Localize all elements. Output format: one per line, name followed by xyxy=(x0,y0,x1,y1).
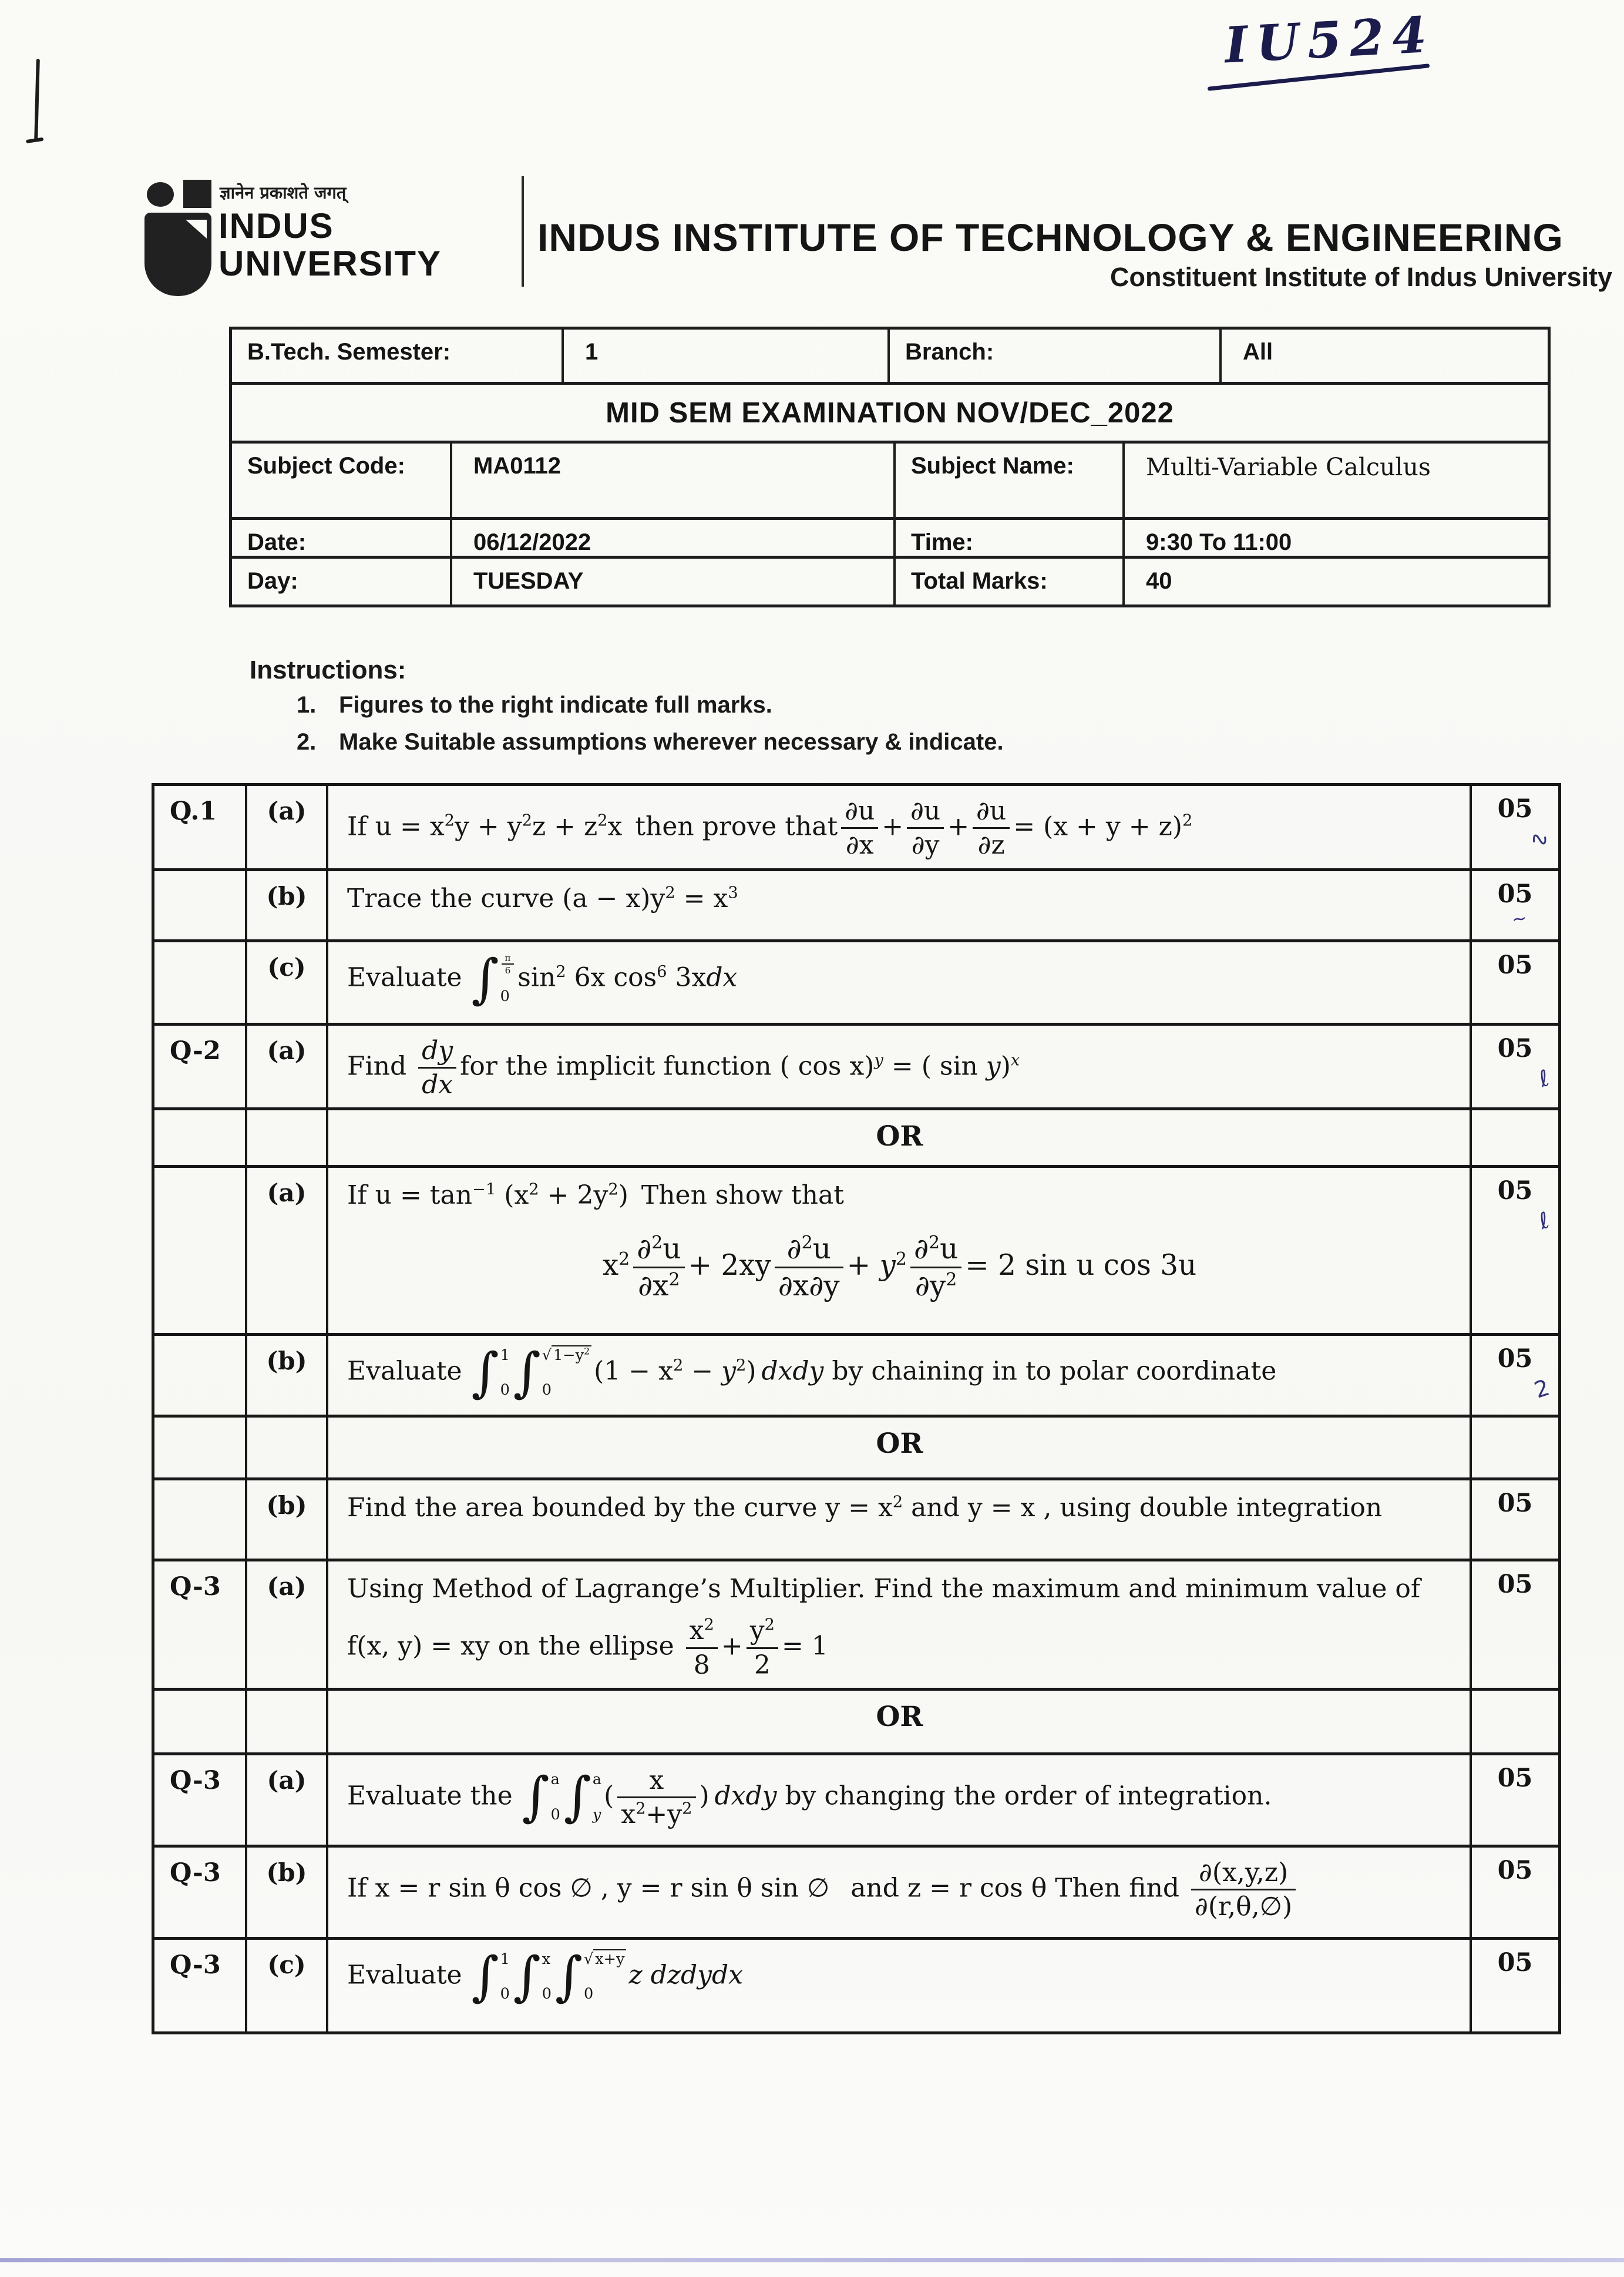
question-marks xyxy=(1472,1418,1558,1477)
question-row xyxy=(154,1026,1558,1111)
question-body: Evaluate ∫ 1 0 ∫ √ $1-y^2$ 0 $(1 - x^2 - y^2)$ dxdy by chaining in to polar coordinate xyxy=(328,1336,1472,1415)
question-row xyxy=(154,1168,1558,1336)
question-subletter: (a) xyxy=(247,1026,328,1108)
question-row xyxy=(154,1561,1558,1691)
or-label: OR xyxy=(328,1691,1472,1752)
or-label: OR xyxy=(328,1418,1472,1477)
question-number xyxy=(154,1418,247,1477)
marks-value: 05 xyxy=(1497,794,1533,824)
university-logo xyxy=(141,174,523,297)
question-number xyxy=(154,1691,247,1752)
marks-value: 05 xyxy=(1497,1763,1533,1793)
or-row xyxy=(154,1418,1558,1480)
subject-name-label: Subject Name: xyxy=(896,444,1125,517)
question-body: Using Method of Lagrange’s Multiplier. Find the maximum and minimum value of f(x, y) = xy on the ellipse $\frac{x^2}{8}$ + $\frac{y^2}{2}$ = 1 xyxy=(328,1561,1472,1688)
exam-title: MID SEM EXAMINATION NOV/DEC_2022 xyxy=(606,397,1174,429)
handwritten-mark: ℓ xyxy=(1535,1064,1553,1092)
question-row xyxy=(154,1336,1558,1418)
handwritten-code: IU524 xyxy=(1223,5,1437,75)
question-marks xyxy=(1472,871,1558,939)
marks-value: 05 xyxy=(1497,950,1533,980)
time-label: Time: xyxy=(896,520,1125,556)
date-value: 06/12/2022 xyxy=(452,520,896,556)
question-body: Find $\frac{dy}{dx}$ for the implicit function ( cos x)$^y$ = ( sin y)$^x$ xyxy=(328,1026,1472,1108)
question-subletter: (b) xyxy=(247,1480,328,1559)
handwritten-mark: ℓ xyxy=(1535,1207,1553,1235)
question-number xyxy=(154,1110,247,1165)
question-number: Q-3 xyxy=(154,1755,247,1845)
institute-name: INDUS INSTITUTE OF TECHNOLOGY & ENGINEERING xyxy=(537,216,1564,259)
or-row xyxy=(154,1110,1558,1168)
day-value: TUESDAY xyxy=(452,559,896,604)
question-row xyxy=(154,871,1558,942)
instruction-item xyxy=(297,692,1004,718)
question-subletter: (b) xyxy=(247,1848,328,1937)
question-body: If $u = x^2y + y^2z + z^2x$ then prove that $\frac{\partial u}{\partial x}$ + $\frac{\partial u}{\partial y}$ + $\frac{\partial u}{\partial z}$ = $(x + y + z)^2$ xyxy=(328,786,1472,868)
instruction-item xyxy=(297,729,1004,755)
handwritten-margin-stroke xyxy=(34,59,40,141)
subject-code-value: MA0112 xyxy=(452,444,896,517)
question-subletter: (b) xyxy=(247,871,328,939)
logo-circle-icon xyxy=(147,182,174,207)
marks-value: 05 xyxy=(1497,1855,1533,1885)
question-subletter: (b) xyxy=(247,1336,328,1415)
question-number: Q-3 xyxy=(154,1848,247,1937)
instruction-number: 1. xyxy=(297,692,317,718)
question-marks xyxy=(1472,1691,1558,1752)
date-label: Date: xyxy=(232,520,452,556)
logo-shield-icon xyxy=(144,213,211,296)
total-marks-label: Total Marks: xyxy=(896,559,1125,604)
handwritten-mark: 2 xyxy=(1531,1374,1553,1403)
question-subletter: (a) xyxy=(247,1168,328,1333)
question-number: Q-3 xyxy=(154,1561,247,1688)
header-divider xyxy=(522,176,524,287)
marks-value: 05 xyxy=(1497,1570,1533,1600)
semester-label: B.Tech. Semester: xyxy=(232,330,564,382)
university-motto: ज्ञानेन प्रकाशते जगत् xyxy=(220,183,347,203)
instruction-text: Figures to the right indicate full marks. xyxy=(339,692,772,718)
question-body: If x = r sin θ cos ∅ , y = r sin θ sin ∅ and z = r cos θ Then find $\frac{\partial(x,y,z)}{\partial(r,\theta,\emptyset)}$ xyxy=(328,1848,1472,1937)
question-row xyxy=(154,1480,1558,1561)
question-marks xyxy=(1472,1336,1558,1415)
question-row xyxy=(154,1755,1558,1848)
exam-info-table xyxy=(229,327,1551,607)
day-label: Day: xyxy=(232,559,452,604)
instructions-list xyxy=(297,692,1004,766)
question-number xyxy=(154,1336,247,1415)
question-number: Q.1 xyxy=(154,786,247,868)
question-number xyxy=(154,1480,247,1559)
instruction-number: 2. xyxy=(297,729,317,755)
questions-table xyxy=(152,783,1561,2034)
question-marks xyxy=(1472,1168,1558,1333)
question-subletter: (c) xyxy=(247,942,328,1023)
question-row xyxy=(154,786,1558,871)
marks-value: 05 xyxy=(1497,1489,1533,1519)
marks-value: 05 xyxy=(1497,1344,1533,1374)
question-marks xyxy=(1472,786,1558,868)
branch-value: All xyxy=(1243,339,1273,365)
question-marks xyxy=(1472,1480,1558,1559)
question-subletter: (a) xyxy=(247,1561,328,1688)
question-subletter: (c) xyxy=(247,1940,328,2031)
handwritten-mark: ∼ xyxy=(1510,907,1528,931)
marks-value: 05 xyxy=(1497,1176,1533,1206)
question-body: Evaluate ∫ 1 0 ∫ x 0 ∫ √ x+y 0 z dzdydx xyxy=(328,1940,1472,2031)
question-number: Q-2 xyxy=(154,1026,247,1108)
question-marks xyxy=(1472,1755,1558,1845)
time-value: 9:30 To 11:00 xyxy=(1146,529,1292,555)
question-marks xyxy=(1472,1026,1558,1108)
question-marks xyxy=(1472,1110,1558,1165)
question-number xyxy=(154,942,247,1023)
subject-name-value: Multi-Variable Calculus xyxy=(1146,453,1431,481)
or-row xyxy=(154,1691,1558,1755)
question-body: Evaluate ∫ $\frac{\pi}{6}$ 0 $\sin^2 6x$ $\cos^6 3xdx$ xyxy=(328,942,1472,1023)
branch-label: Branch: xyxy=(890,330,1222,382)
info-row-semester xyxy=(232,330,1548,385)
info-row-title xyxy=(232,385,1548,444)
question-marks xyxy=(1472,1561,1558,1688)
question-subletter xyxy=(247,1418,328,1477)
question-subletter xyxy=(247,1691,328,1752)
university-name-line1: INDUS xyxy=(218,206,334,246)
marks-value: 05 xyxy=(1497,1033,1533,1063)
instructions-title: Instructions: xyxy=(250,656,406,684)
scan-edge-line xyxy=(0,2258,1624,2262)
question-body: Find the area bounded by the curve $y = x^2$ and y = x , using double integration xyxy=(328,1480,1472,1559)
question-number xyxy=(154,871,247,939)
question-body: Evaluate the ∫ a 0 ∫ a y ( $\frac{x}{x^2+y^2}$ ) dxdy by changing the order of integration. xyxy=(328,1755,1472,1845)
question-subletter xyxy=(247,1110,328,1165)
question-number: Q-3 xyxy=(154,1940,247,2031)
question-marks xyxy=(1472,942,1558,1023)
question-body: If $u = \tan^{-1} (x^2 + 2y^2)$ Then show that $x^2$ $\frac{\partial^2u}{\partial x^2}$ + 2xy $\frac{\partial^2u}{\partial x\partial y}$ + $y^2$ $\frac{\partial^2u}{\partial y^2}$ = 2 sin u cos 3u xyxy=(328,1168,1472,1333)
info-row-subject xyxy=(232,444,1548,520)
question-marks xyxy=(1472,1848,1558,1937)
institute-subtitle: Constituent Institute of Indus University xyxy=(1109,262,1612,292)
handwritten-mark: ∿ xyxy=(1527,824,1553,854)
or-label: OR xyxy=(328,1110,1472,1165)
marks-value: 05 xyxy=(1497,1947,1533,1977)
question-marks xyxy=(1472,1940,1558,2031)
total-marks-value: 40 xyxy=(1146,568,1172,594)
question-row xyxy=(154,1940,1558,2031)
info-row-day xyxy=(232,559,1548,604)
marks-value: 05 xyxy=(1497,879,1533,909)
question-row xyxy=(154,1848,1558,1940)
question-number xyxy=(154,1168,247,1333)
info-row-date xyxy=(232,520,1548,559)
university-name-line2: UNIVERSITY xyxy=(218,244,442,283)
subject-code-label: Subject Code: xyxy=(232,444,452,517)
question-subletter: (a) xyxy=(247,786,328,868)
question-subletter: (a) xyxy=(247,1755,328,1845)
instruction-text: Make Suitable assumptions wherever necessary & indicate. xyxy=(339,729,1004,755)
logo-square-icon xyxy=(183,180,211,208)
question-body: Trace the curve $(a - x)y^2 = x^3$ xyxy=(328,871,1472,939)
question-row xyxy=(154,942,1558,1026)
semester-value: 1 xyxy=(564,330,890,382)
